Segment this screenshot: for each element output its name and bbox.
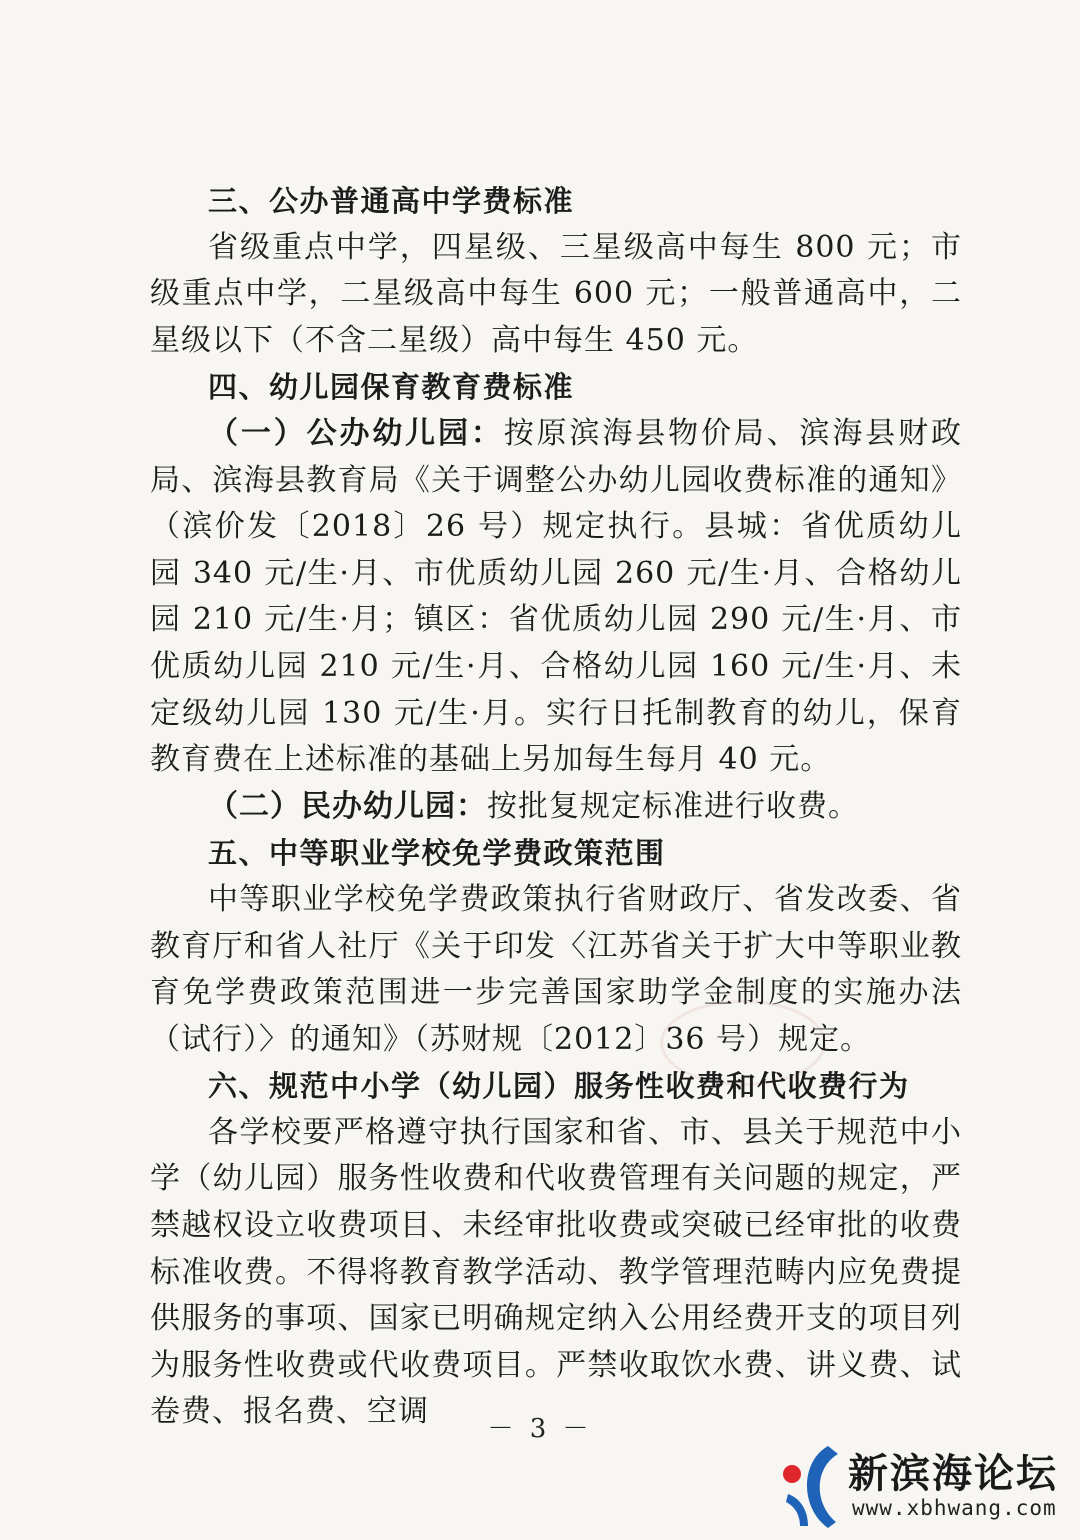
paragraph-lead: （二）民办幼儿园：	[208, 788, 487, 824]
section-heading-4: 四、幼儿园保育教育费标准	[208, 370, 575, 405]
watermark-url: www.xbhwang.com	[852, 1496, 1057, 1520]
paragraph-text: 按批复规定标准进行收费。	[487, 788, 859, 824]
paragraph-lead: （一）公办幼儿园：	[208, 415, 504, 451]
paragraph-private-kindergarten	[150, 784, 962, 831]
watermark-logo	[778, 1438, 1074, 1534]
paragraph-text: 按原滨海县物价局、滨海县财政局、滨海县教育局《关于调整公办幼儿园收费标准的通知》（滨价发〔2018〕26 号）规定执行。县城：省优质幼儿园 340 元/生·月、市优质幼儿园 260 元/生·月、合格幼儿园 210 元/生·月；镇区：省优质幼儿园 290 元/生·月、市优质幼儿园 210 元/生·月、合格幼儿园 160 元/生·月、未定级幼儿园 130 元/生·月。实行日托制教育的幼儿，保育教育费在上述标准的基础上另加每生每月 40 元。	[150, 415, 963, 778]
xbh-logo-icon	[778, 1438, 848, 1534]
section-heading-6: 六、规范中小学（幼儿园）服务性收费和代收费行为	[208, 1069, 910, 1104]
section-heading-5: 五、中等职业学校免学费政策范围	[208, 836, 666, 871]
document-body	[150, 178, 962, 1436]
watermark-title: 新滨海论坛	[848, 1451, 1058, 1497]
paragraph-public-kindergarten	[150, 411, 962, 784]
section-heading-3: 三、公办普通高中学费标准	[208, 184, 575, 218]
paragraph-service-fees: 各学校要严格遵守执行国家和省、市、县关于规范中小学（幼儿园）服务性收费和代收费管理有关问题的规定，严禁越权设立收费项目、未经审批收费或突破已经审批的收费标准收费。不得将教育教学活动、教学管理范畴内应免费提供服务的事项、国家已明确规定纳入公用经费开支的项目列为服务性收费或代收费项目。严禁收取饮水费、讲义费、试卷费、报名费、空调	[150, 1114, 962, 1430]
page-number: － 3 －	[487, 1414, 593, 1444]
paragraph-high-school-fees: 省级重点中学，四星级、三星级高中每生 800 元；市级重点中学，二星级高中每生 600 元；一般普通高中，二星级以下（不含二星级）高中每生 450 元。	[150, 229, 962, 358]
paragraph-vocational-school: 中等职业学校免学费政策执行省财政厅、省发改委、省教育厅和省人社厅《关于印发〈江苏省关于扩大中等职业教育免学费政策范围进一步完善国家助学金制度的实施办法（试行）〉的通知》（苏财规〔2012〕36 号）规定。	[150, 881, 962, 1057]
